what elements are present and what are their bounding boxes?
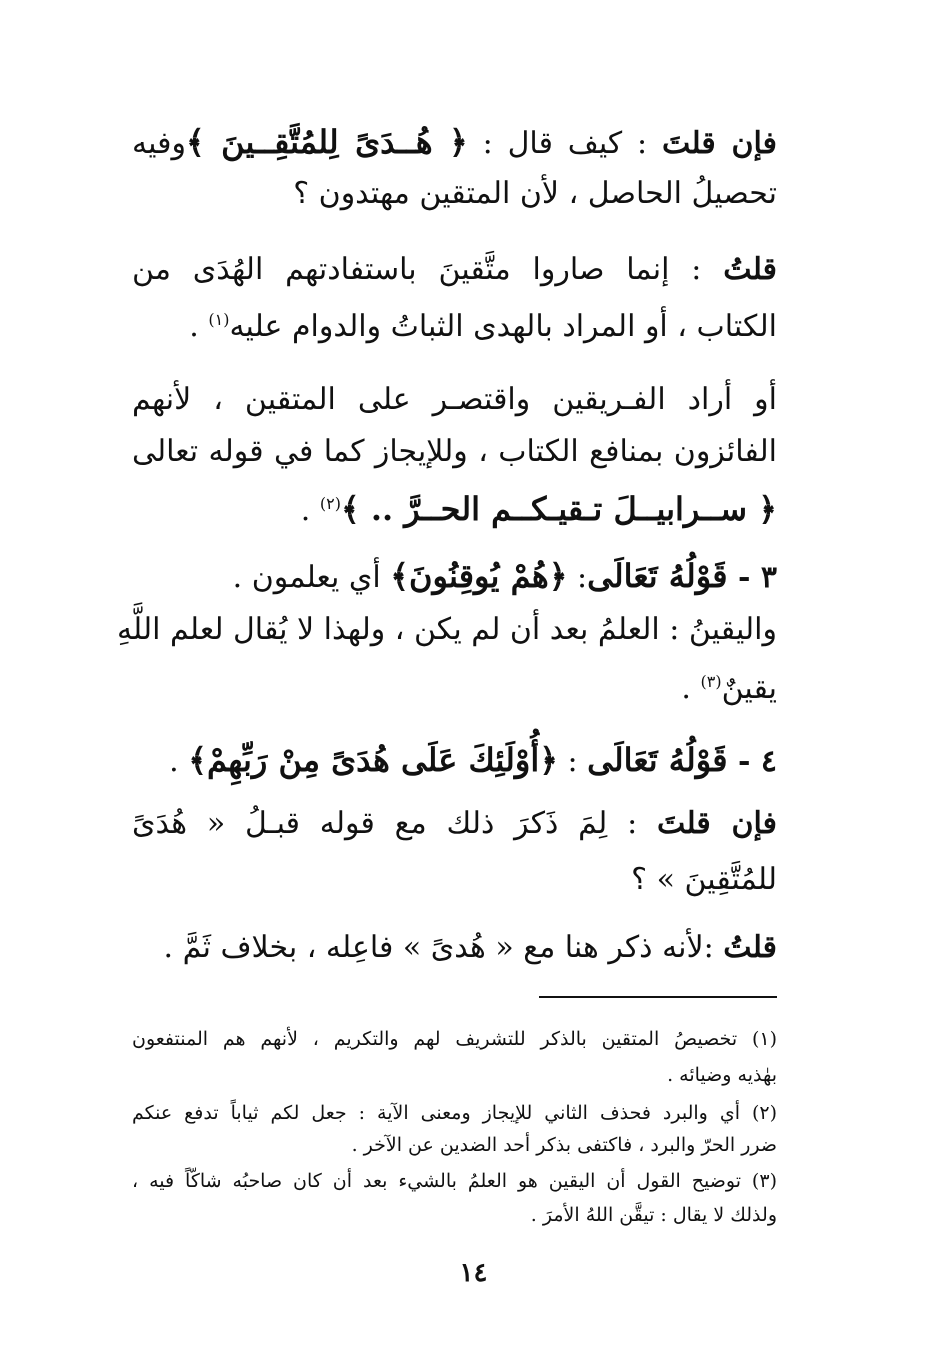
para4-line1 — [132, 800, 777, 848]
qawluhu-taala: قَوْلُهُ تَعَالَى — [587, 557, 728, 595]
para3-line3 — [132, 480, 777, 535]
text-span: . — [300, 493, 320, 528]
quran-verse: ﴿أُوْلَئِكَ عَلَى هُدَىً مِنْ رَبِّهِمْ﴾ — [188, 741, 558, 779]
para2-line2 — [132, 296, 777, 351]
para1-line1 — [132, 118, 777, 168]
item3-line3 — [132, 658, 777, 713]
para3-line2: الفائزون بمنافع الكتاب ، وللإيجاز كما في قوله تعالى — [132, 434, 777, 469]
qultu: قلتُ — [723, 930, 777, 965]
qawluhu-taala: قَوْلُهُ تَعَالَى — [587, 741, 728, 779]
item4-line1 — [132, 736, 777, 786]
footnote-3-line2: ولذلك لا يقال : تيقَّن اللهُ الأمرَ . — [530, 1204, 777, 1226]
text-span: وفيه — [132, 126, 186, 161]
qultu: قلتُ — [723, 252, 777, 287]
page-number: ١٤ — [459, 1258, 488, 1288]
para2-line1 — [132, 246, 777, 294]
text-span: أي يعلمون . — [232, 560, 391, 595]
item3-line2: واليقينُ : العلمُ بعد أن لم يكن ، ولهذا لا يُقال لعلم اللَّهِ — [116, 612, 777, 647]
text-span: : كيف قال : — [467, 126, 662, 161]
item-number: ٤ - — [727, 744, 777, 779]
footnote-ref-2: (٢) — [319, 494, 341, 513]
footnote-ref-3: (٣) — [700, 672, 722, 691]
footnote-3-line1: (٣) توضيح القول أن اليقين هو العلمُ بالشيء بعد أن كان صاحبُه شاكّاً فيه ، — [132, 1170, 777, 1192]
quran-verse: ﴿هُمْ يُوقِنُونَ﴾ — [390, 557, 568, 595]
text-span: : — [567, 560, 588, 595]
item3-line1 — [132, 552, 777, 602]
footnote-1-line2: بهٰذيه وضيائه . — [667, 1064, 777, 1086]
fa-in-qulta: فإن قلتَ — [661, 126, 777, 161]
footnote-1-line1: (١) تخصيصُ المتقين بالذكر للتشريف لهم والتكريم ، لأنهم هم المنتفعون — [132, 1028, 777, 1050]
footnote-divider — [539, 996, 777, 998]
text-span: يقينٌ — [721, 671, 777, 706]
text-span: الكتاب ، أو المراد بالهدى الثباتُ والدوام عليه — [229, 309, 777, 344]
para4-line2: للمُتَّقِينَ » ؟ — [631, 862, 777, 897]
text-span: : إنما صاروا متَّقينَ باستفادتهم الهُدَى من — [132, 252, 724, 287]
text-span: :لأنه ذكر هنا مع « هُدىً » فاعِله ، بخلاف ثَمَّ . — [163, 930, 724, 965]
quran-verse: ﴿ هُــدَىً لِلمُتَّقِــينَ ﴾ — [185, 123, 468, 161]
footnote-2-line1: (٢) أي والبرد فحذف الثاني للإيجاز ومعنى الآية : جعل لكم ثياباً تدفع عنكم — [132, 1102, 777, 1124]
text-span: . — [169, 744, 189, 779]
para1-line2: تحصيلُ الحاصل ، لأن المتقين مهتدون ؟ — [293, 176, 777, 211]
text-span: . — [189, 309, 209, 344]
text-span: : — [557, 744, 588, 779]
item-number: ٣ - — [727, 560, 777, 595]
para3-line1: أو أراد الفـريقين واقتصـر على المتقين ، لأنهم — [132, 382, 777, 417]
fa-in-qulta: فإن قلتَ — [657, 806, 778, 841]
text-span: : لِمَ ذَكرَ ذلك مع قوله قبـلُ « هُدَىً — [132, 806, 658, 841]
footnote-2-line2: ضرر الحرّ والبرد ، فاكتفى بذكر أحد الضدين عن الآخر . — [351, 1134, 777, 1156]
quran-verse: ﴿ ســرابيــلَ تـقيـكــم الحــرَّ .. ﴾ — [340, 490, 777, 528]
footnote-ref-1: (١) — [208, 310, 230, 329]
para5-line1 — [132, 924, 777, 972]
text-span: . — [681, 671, 701, 706]
